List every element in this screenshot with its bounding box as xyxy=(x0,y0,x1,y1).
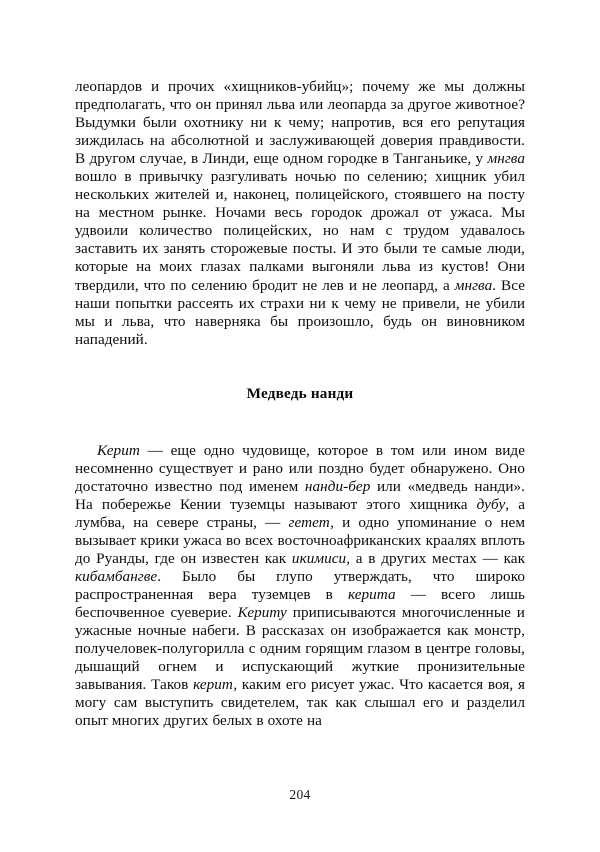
paragraph-second xyxy=(75,442,525,731)
text-run: приписываются многочисленные и ужасные ночные набеги. В рассказах он изображается как монстр, получеловек-полугорилла с одним горящим глазом в центре головы, дышащий огнем и испускающий жуткие пронизительные завывания. Таков xyxy=(75,604,525,694)
text-run: . Все наши попытки рассеять их страхи ни к чему не привели, не убили мы и льва, что наверняка бы произошло, будь он виновником нападений. xyxy=(75,276,526,348)
italic-term: керит, xyxy=(193,676,238,694)
text-run: — всего лишь беспочвенное суеверие. xyxy=(75,586,526,622)
text-run: или «медведь нанди». На побережье Кении туземцы называют этого хищника xyxy=(75,477,525,513)
text-run: , а в других местах — как xyxy=(346,550,525,568)
text-run: . Было бы глупо утверждать, что широко распространенная вера туземцев в xyxy=(75,568,525,604)
section-heading: Медведь нанди xyxy=(246,384,354,402)
text-column xyxy=(75,78,525,731)
italic-term: керита xyxy=(347,586,396,604)
italic-term: икимиси xyxy=(291,550,347,568)
heading-spacer-below xyxy=(75,403,525,442)
paragraph-first xyxy=(75,78,525,349)
italic-term: кибамбангве xyxy=(75,568,158,586)
italic-term: дубу xyxy=(476,495,506,513)
text-run: леопардов и прочих «хищников-убийц»; почему же мы должны предполагать, что он принял льва или леопарда за другое животное? Выдумки были охотнику ни к чему; напротив, вся его репутация зиждилась на абсолютной и заслуживающей доверия правдивости. В другом случае, в Линди, еще одном городке в Танганьике, у xyxy=(75,78,525,168)
italic-term: Кериту xyxy=(237,604,287,622)
text-run: — еще одно чудовище, которое в том или ином виде несомненно существует и рано или поздно будет обнаружено. Оно достаточно известно под именем xyxy=(75,441,525,495)
italic-term: гетет, xyxy=(288,513,334,531)
italic-term: Керит xyxy=(97,441,140,459)
page-number: 204 xyxy=(289,787,311,802)
text-run: , а лумбва, на севере страны, — xyxy=(75,495,525,531)
italic-term: мнгва xyxy=(454,276,493,294)
text-run: каким его рисует ужас. Что касается воя, я могу сам выступить свидетелем, так как слышал его и разделил опыт многих других белых в охоте на xyxy=(75,676,525,730)
text-run: и одно упоминание о нем вызывает крики ужаса во всех восточноафриканских краалях вплоть до Руанды, где он известен как xyxy=(75,513,525,568)
text-run: вошло в привычку разгуливать ночью по селению; хищник убил нескольких жителей и, наконец, полицейского, стоявшего на посту на местном рынке. Ночами весь городок дрожал от ужаса. Мы удвоили количество полицейских, но нам с трудом удавалось заставить их занять сторожевые посты. И это были те самые люди, которые на моих глазах палками выгоняли льва из кустов! Они твердили, что по селению бродит не лев и не леопард, а xyxy=(75,168,525,294)
italic-term: нанди-бер xyxy=(304,477,371,495)
italic-term: мнгва xyxy=(487,150,525,168)
heading-spacer-above xyxy=(75,349,525,385)
